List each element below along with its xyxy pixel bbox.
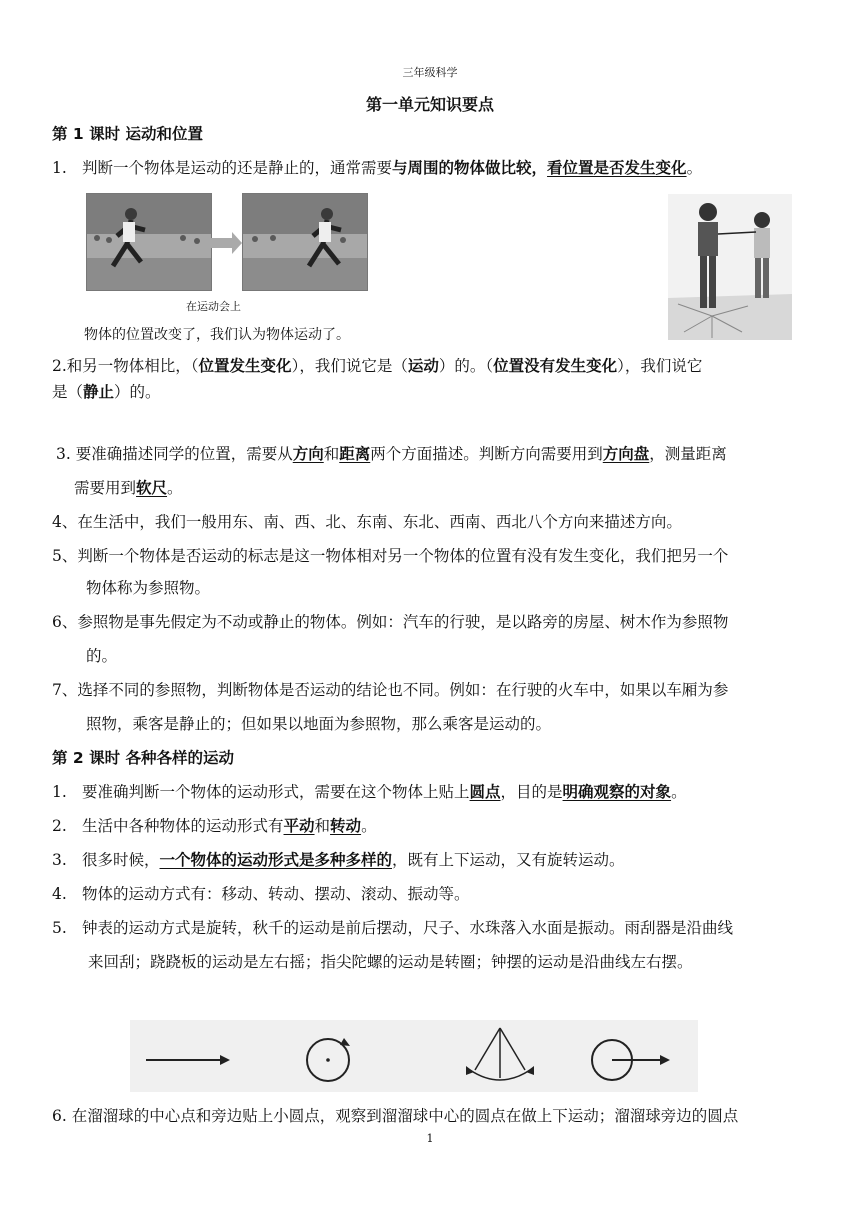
lesson1-item-6-line1: 6、参照物是事先假定为不动或静止的物体。例如：汽车的行驶，是以路旁的房屋、树木作为参照物: [52, 613, 729, 631]
lesson1-item-3-line1: 3. 要准确描述同学的位置，需要从方向和距离两个方面描述。判断方向需要用到方向盘，测量距离: [56, 444, 727, 463]
lesson1-item-5-line1: 5、判断一个物体是否运动的标志是这一物体相对另一个物体的位置有没有发生变化，我们把另一个: [52, 547, 729, 565]
lesson2-item-4: 4. 物体的运动方式有：移动、转动、摆动、滚动、振动等。: [52, 885, 470, 903]
arrow-icon: [210, 232, 242, 258]
lesson2-item-5-line2: 来回刮；跷跷板的运动是左右摇；指尖陀螺的运动是转圈；钟摆的运动是沿曲线左右摆。: [88, 953, 693, 971]
children-measuring-image: [668, 194, 792, 340]
runner-photo-1-image: [87, 194, 211, 290]
lesson1-item-7-line1: 7、选择不同的参照物，判断物体是否运动的结论也不同。例如：在行驶的火车中，如果以车厢为参: [52, 681, 729, 699]
lesson2-item-6: 6. 在溜溜球的中心点和旁边贴上小圆点，观察到溜溜球中心的圆点在做上下运动；溜溜球旁边的圆点: [52, 1107, 739, 1125]
lesson2-item-2: 2. 生活中各种物体的运动形式有平动和转动。: [52, 816, 377, 835]
figure-note: 物体的位置改变了，我们认为物体运动了。: [84, 327, 350, 343]
lesson2-item-1: 1. 要准确判断一个物体的运动形式，需要在这个物体上贴上圆点，目的是明确观察的对象。: [52, 782, 687, 801]
motion-types-diagram: [130, 1020, 698, 1092]
translation-arrow-icon: [146, 1055, 230, 1065]
figure-caption: 在运动会上: [186, 300, 241, 313]
lesson2-heading: 第 2 课时 各种各样的运动: [52, 749, 234, 767]
runner-photo-1: [86, 193, 212, 291]
lesson1-item-1: 1. 判断一个物体是运动的还是静止的，通常需要与周围的物体做比较，看位置是否发生变化。: [52, 158, 703, 177]
lesson2-item-3: 3. 很多时候，一个物体的运动形式是多种多样的，既有上下运动，又有旋转运动。: [52, 850, 625, 869]
rotation-icon: [307, 1038, 350, 1081]
lesson1-item-3-line2: 需要用到软尺。: [74, 478, 183, 497]
page-title: 第一单元知识要点: [365, 95, 494, 114]
page-number: 1: [426, 1132, 434, 1145]
children-measuring-photo: [668, 194, 792, 340]
lesson1-item-5-line2: 物体称为参照物。: [86, 579, 211, 597]
lesson1-item-4: 4、在生活中，我们一般用东、南、西、北、东南、东北、西南、西北八个方向来描述方向。: [52, 513, 682, 531]
rolling-icon: [592, 1040, 670, 1080]
lesson1-heading: 第 1 课时 运动和位置: [52, 125, 203, 143]
runner-photo-2-image: [243, 194, 367, 290]
lesson1-item-2-line1: 2.和另一物体相比，（位置发生变化），我们说它是（运动）的。（位置没有发生变化），我们说它: [52, 356, 703, 375]
lesson2-item-5-line1: 5. 钟表的运动方式是旋转，秋千的运动是前后摆动，尺子、水珠落入水面是振动。雨刮器是沿曲线: [52, 919, 734, 937]
runner-photo-2: [242, 193, 368, 291]
motion-types-svg: [130, 1020, 698, 1092]
lesson1-item-6-line2: 的。: [86, 647, 118, 665]
lesson1-item-7-line2: 照物，乘客是静止的；但如果以地面为参照物，那么乘客是运动的。: [86, 715, 552, 733]
lesson1-item-2-line2: 是（静止）的。: [52, 382, 161, 401]
header-subject: 三年级科学: [402, 66, 458, 79]
swing-icon: [466, 1028, 534, 1080]
